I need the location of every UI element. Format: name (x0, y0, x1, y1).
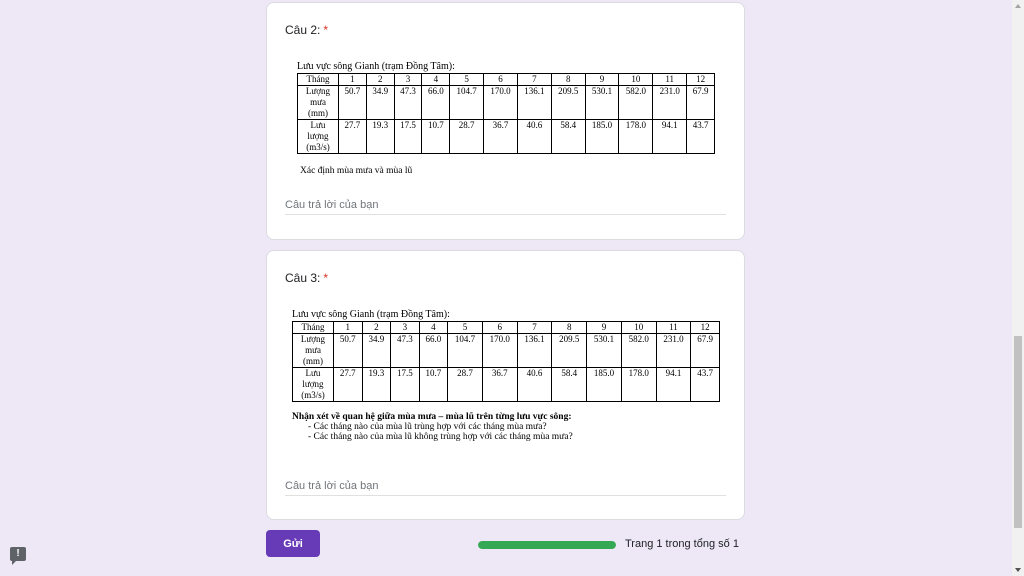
month-cell: 4 (419, 322, 448, 334)
question-title-text: Câu 2: (285, 23, 321, 37)
table-cell: 36.7 (484, 120, 518, 154)
table-cell: 47.3 (391, 334, 420, 368)
table-cell: 28.7 (448, 368, 483, 402)
data-table (297, 73, 715, 154)
table-cell: 94.1 (653, 120, 687, 154)
month-cell: 7 (517, 322, 552, 334)
month-cell: 1 (339, 74, 367, 86)
header-cell: Tháng (298, 74, 339, 86)
table-cell: 47.3 (394, 86, 422, 120)
table-cell: 170.0 (484, 86, 518, 120)
table-header-row (293, 322, 720, 334)
month-cell: 10 (621, 322, 656, 334)
table-cell: 209.5 (552, 334, 587, 368)
table-cell: 27.7 (334, 368, 363, 402)
month-cell: 11 (656, 322, 691, 334)
table-row-rainfall (293, 334, 720, 368)
table-cell: 178.0 (621, 368, 656, 402)
scroll-down-arrow-icon[interactable] (1015, 568, 1021, 572)
required-asterisk: * (323, 271, 329, 285)
month-cell: 5 (450, 74, 484, 86)
table-cell: 66.0 (422, 86, 450, 120)
required-asterisk: * (323, 23, 329, 37)
table-cell: 170.0 (482, 334, 517, 368)
scroll-up-arrow-icon[interactable] (1015, 4, 1021, 8)
header-cell: Tháng (293, 322, 334, 334)
row-label: Lượng mưa (mm) (293, 334, 334, 368)
table-cell: 67.9 (687, 86, 715, 120)
table-cell: 66.0 (419, 334, 448, 368)
table-cell: 17.5 (394, 120, 422, 154)
table-row-rainfall (298, 86, 715, 120)
table-cell: 94.1 (656, 368, 691, 402)
table-cell: 10.7 (422, 120, 450, 154)
scrollbar[interactable] (1012, 0, 1024, 576)
table-cell: 40.6 (517, 368, 552, 402)
table-cell: 136.1 (517, 334, 552, 368)
table-cell: 17.5 (391, 368, 420, 402)
table-cell: 185.0 (585, 120, 619, 154)
question-instruction: Nhận xét về quan hệ giữa mùa mưa – mùa lũ trên từng lưu vực sông: (292, 412, 572, 422)
question-card-3 (266, 250, 745, 520)
table-cell: 231.0 (653, 86, 687, 120)
month-cell: 3 (391, 322, 420, 334)
table-cell: 67.9 (691, 334, 720, 368)
month-cell: 1 (334, 322, 363, 334)
table-cell: 178.0 (619, 120, 653, 154)
table-row-discharge (293, 368, 720, 402)
table-cell: 582.0 (621, 334, 656, 368)
month-cell: 2 (366, 74, 394, 86)
question-card-2 (266, 2, 745, 240)
table-cell: 19.3 (362, 368, 391, 402)
question-title (285, 271, 328, 285)
table-cell: 43.7 (691, 368, 720, 402)
table-cell: 58.4 (551, 120, 585, 154)
table-cell: 104.7 (448, 334, 483, 368)
row-label: Lưu lượng (m3/s) (298, 120, 339, 154)
progress-bar-fill (478, 541, 616, 549)
month-cell: 6 (484, 74, 518, 86)
table-row-discharge (298, 120, 715, 154)
table-cell: 19.3 (366, 120, 394, 154)
question-image (292, 309, 720, 442)
table-cell: 27.7 (339, 120, 367, 154)
row-label: Lượng mưa (mm) (298, 86, 339, 120)
table-cell: 50.7 (339, 86, 367, 120)
question-title (285, 23, 328, 37)
month-cell: 8 (551, 74, 585, 86)
month-cell: 8 (552, 322, 587, 334)
table-cell: 34.9 (366, 86, 394, 120)
month-cell: 5 (448, 322, 483, 334)
answer-input[interactable]: Câu trả lời của bạn (285, 199, 726, 215)
table-cell: 50.7 (334, 334, 363, 368)
table-cell: 40.6 (517, 120, 551, 154)
table-cell: 28.7 (450, 120, 484, 154)
table-cell: 10.7 (419, 368, 448, 402)
answer-input[interactable]: Câu trả lời của bạn (285, 480, 726, 496)
month-cell: 7 (517, 74, 551, 86)
progress-bar (478, 541, 616, 549)
instruction-bullet: - Các tháng nào của mùa lũ trùng hợp với các tháng mùa mưa? (308, 422, 547, 432)
table-cell: 43.7 (687, 120, 715, 154)
table-cell: 58.4 (552, 368, 587, 402)
page-indicator: Trang 1 trong tổng số 1 (625, 538, 739, 550)
scrollbar-thumb[interactable] (1014, 336, 1022, 528)
month-cell: 4 (422, 74, 450, 86)
table-cell: 231.0 (656, 334, 691, 368)
month-cell: 3 (394, 74, 422, 86)
table-cell: 582.0 (619, 86, 653, 120)
month-cell: 11 (653, 74, 687, 86)
table-cell: 36.7 (482, 368, 517, 402)
table-header-row (298, 74, 715, 86)
submit-button[interactable]: Gửi (266, 530, 320, 557)
month-cell: 9 (587, 322, 622, 334)
instruction-bullet: - Các tháng nào của mùa lũ không trùng hợp với các tháng mùa mưa? (308, 432, 573, 442)
table-cell: 209.5 (551, 86, 585, 120)
row-label: Lưu lượng (m3/s) (293, 368, 334, 402)
table-cell: 34.9 (362, 334, 391, 368)
month-cell: 9 (585, 74, 619, 86)
table-cell: 185.0 (587, 368, 622, 402)
month-cell: 12 (687, 74, 715, 86)
question-instruction: Xác định mùa mưa và mùa lũ (300, 166, 413, 176)
month-cell: 10 (619, 74, 653, 86)
table-cell: 530.1 (587, 334, 622, 368)
month-cell: 12 (691, 322, 720, 334)
table-caption: Lưu vực sông Gianh (trạm Đồng Tâm): (297, 61, 455, 72)
data-table (292, 321, 720, 402)
month-cell: 2 (362, 322, 391, 334)
feedback-icon[interactable]: ! (10, 547, 26, 561)
table-cell: 530.1 (585, 86, 619, 120)
question-image (297, 61, 715, 176)
table-cell: 136.1 (517, 86, 551, 120)
table-cell: 104.7 (450, 86, 484, 120)
month-cell: 6 (482, 322, 517, 334)
question-title-text: Câu 3: (285, 271, 321, 285)
table-caption: Lưu vực sông Gianh (trạm Đồng Tâm): (292, 309, 450, 320)
